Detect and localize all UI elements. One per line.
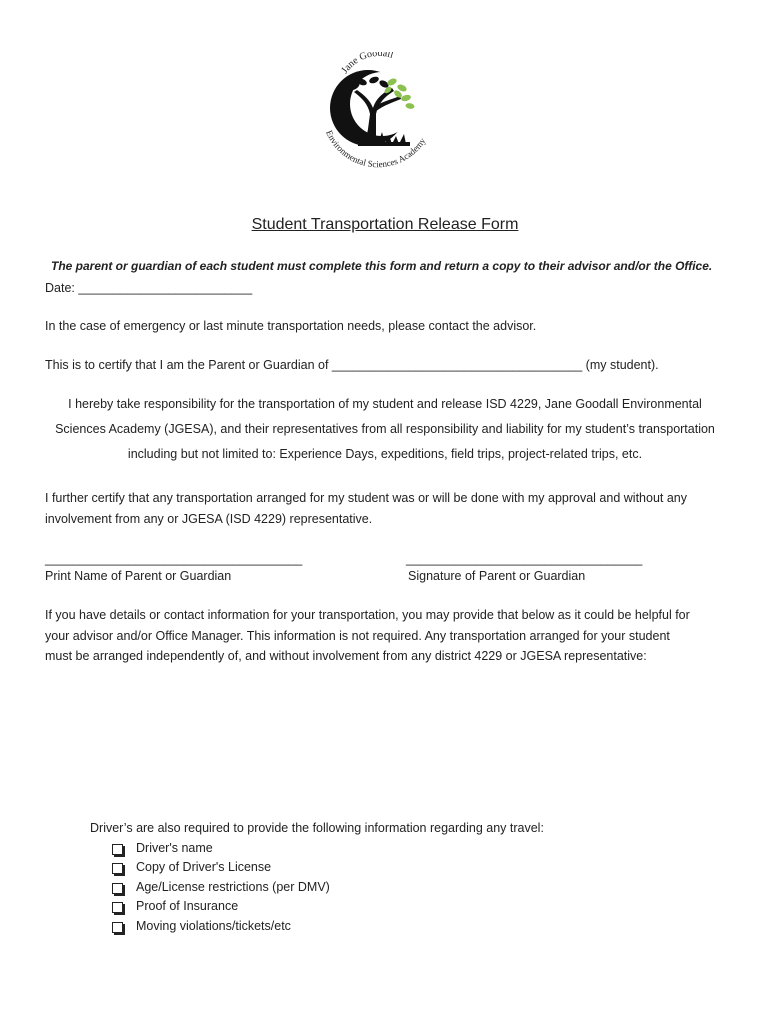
list-item <box>90 839 544 859</box>
list-item <box>90 917 544 937</box>
jgesa-logo <box>318 52 442 180</box>
checkbox-icon[interactable] <box>112 883 123 894</box>
checkbox-icon[interactable] <box>112 844 123 855</box>
further-certify-line: involvement from any or JGESA (ISD 4229) representative. <box>45 511 373 526</box>
tree-logo-icon <box>318 52 442 180</box>
checkbox-icon[interactable] <box>112 922 123 933</box>
driver-requirements-heading: Driver’s are also required to provide the following information regarding any travel: <box>90 821 544 835</box>
svg-text:Jane Goodall: Jane Goodall <box>339 52 395 76</box>
responsibility-paragraph <box>40 392 730 467</box>
details-line: must be arranged independently of, and without involvement from any district 4229 or JGESA representative: <box>45 649 647 663</box>
details-paragraph <box>45 605 725 667</box>
further-certify-paragraph <box>45 488 725 529</box>
list-item <box>90 858 544 878</box>
list-item-label: Moving violations/tickets/etc <box>136 918 291 933</box>
list-item-label: Copy of Driver's License <box>136 860 272 874</box>
checkbox-icon[interactable] <box>112 863 123 874</box>
emergency-note: In the case of emergency or last minute transportation needs, please contact the advisor. <box>45 319 537 333</box>
list-item <box>90 897 544 917</box>
print-name-field[interactable]: _____________________________________ <box>45 552 303 566</box>
further-certify-line: I further certify that any transportation arranged for my student was or will be done with my approval and without any <box>45 491 687 505</box>
signature-field[interactable]: __________________________________ <box>406 552 643 566</box>
signature-label: Signature of Parent or Guardian <box>408 569 586 583</box>
responsibility-line: Sciences Academy (JGESA), and their representatives from all responsibility and liability for my student’s transportation <box>55 422 715 436</box>
checkbox-icon[interactable] <box>112 902 123 913</box>
responsibility-line: including but not limited to: Experience Days, expeditions, field trips, project-related trips, etc. <box>127 447 643 461</box>
form-instruction: The parent or guardian of each student must complete this form and return a copy to their advisor and/or the Office. <box>51 259 713 273</box>
list-item-label: Age/License restrictions (per DMV) <box>136 879 330 894</box>
details-line: If you have details or contact information for your transportation, you may provide that below as it could be helpful for <box>45 608 690 622</box>
certify-student-field[interactable]: This is to certify that I am the Parent or Guardian of ____________________________________ (my student). <box>45 358 659 372</box>
responsibility-line: I hereby take responsibility for the transportation of my student and release ISD 4229, Jane Goodall Environmental <box>68 397 702 411</box>
print-name-label: Print Name of Parent or Guardian <box>45 569 232 583</box>
list-item-label: Proof of Insurance <box>136 899 239 913</box>
list-item-label: Driver's name <box>136 840 213 855</box>
date-field[interactable]: Date: _________________________ <box>45 281 253 295</box>
details-line: your advisor and/or Office Manager. This information is not required. Any transportation arranged for your student <box>45 628 670 643</box>
form-title: Student Transportation Release Form <box>251 216 519 233</box>
svg-text:Environmental Sciences Academy: Environmental Sciences Academy <box>324 128 428 170</box>
driver-requirements <box>90 819 544 936</box>
list-item <box>90 878 544 898</box>
